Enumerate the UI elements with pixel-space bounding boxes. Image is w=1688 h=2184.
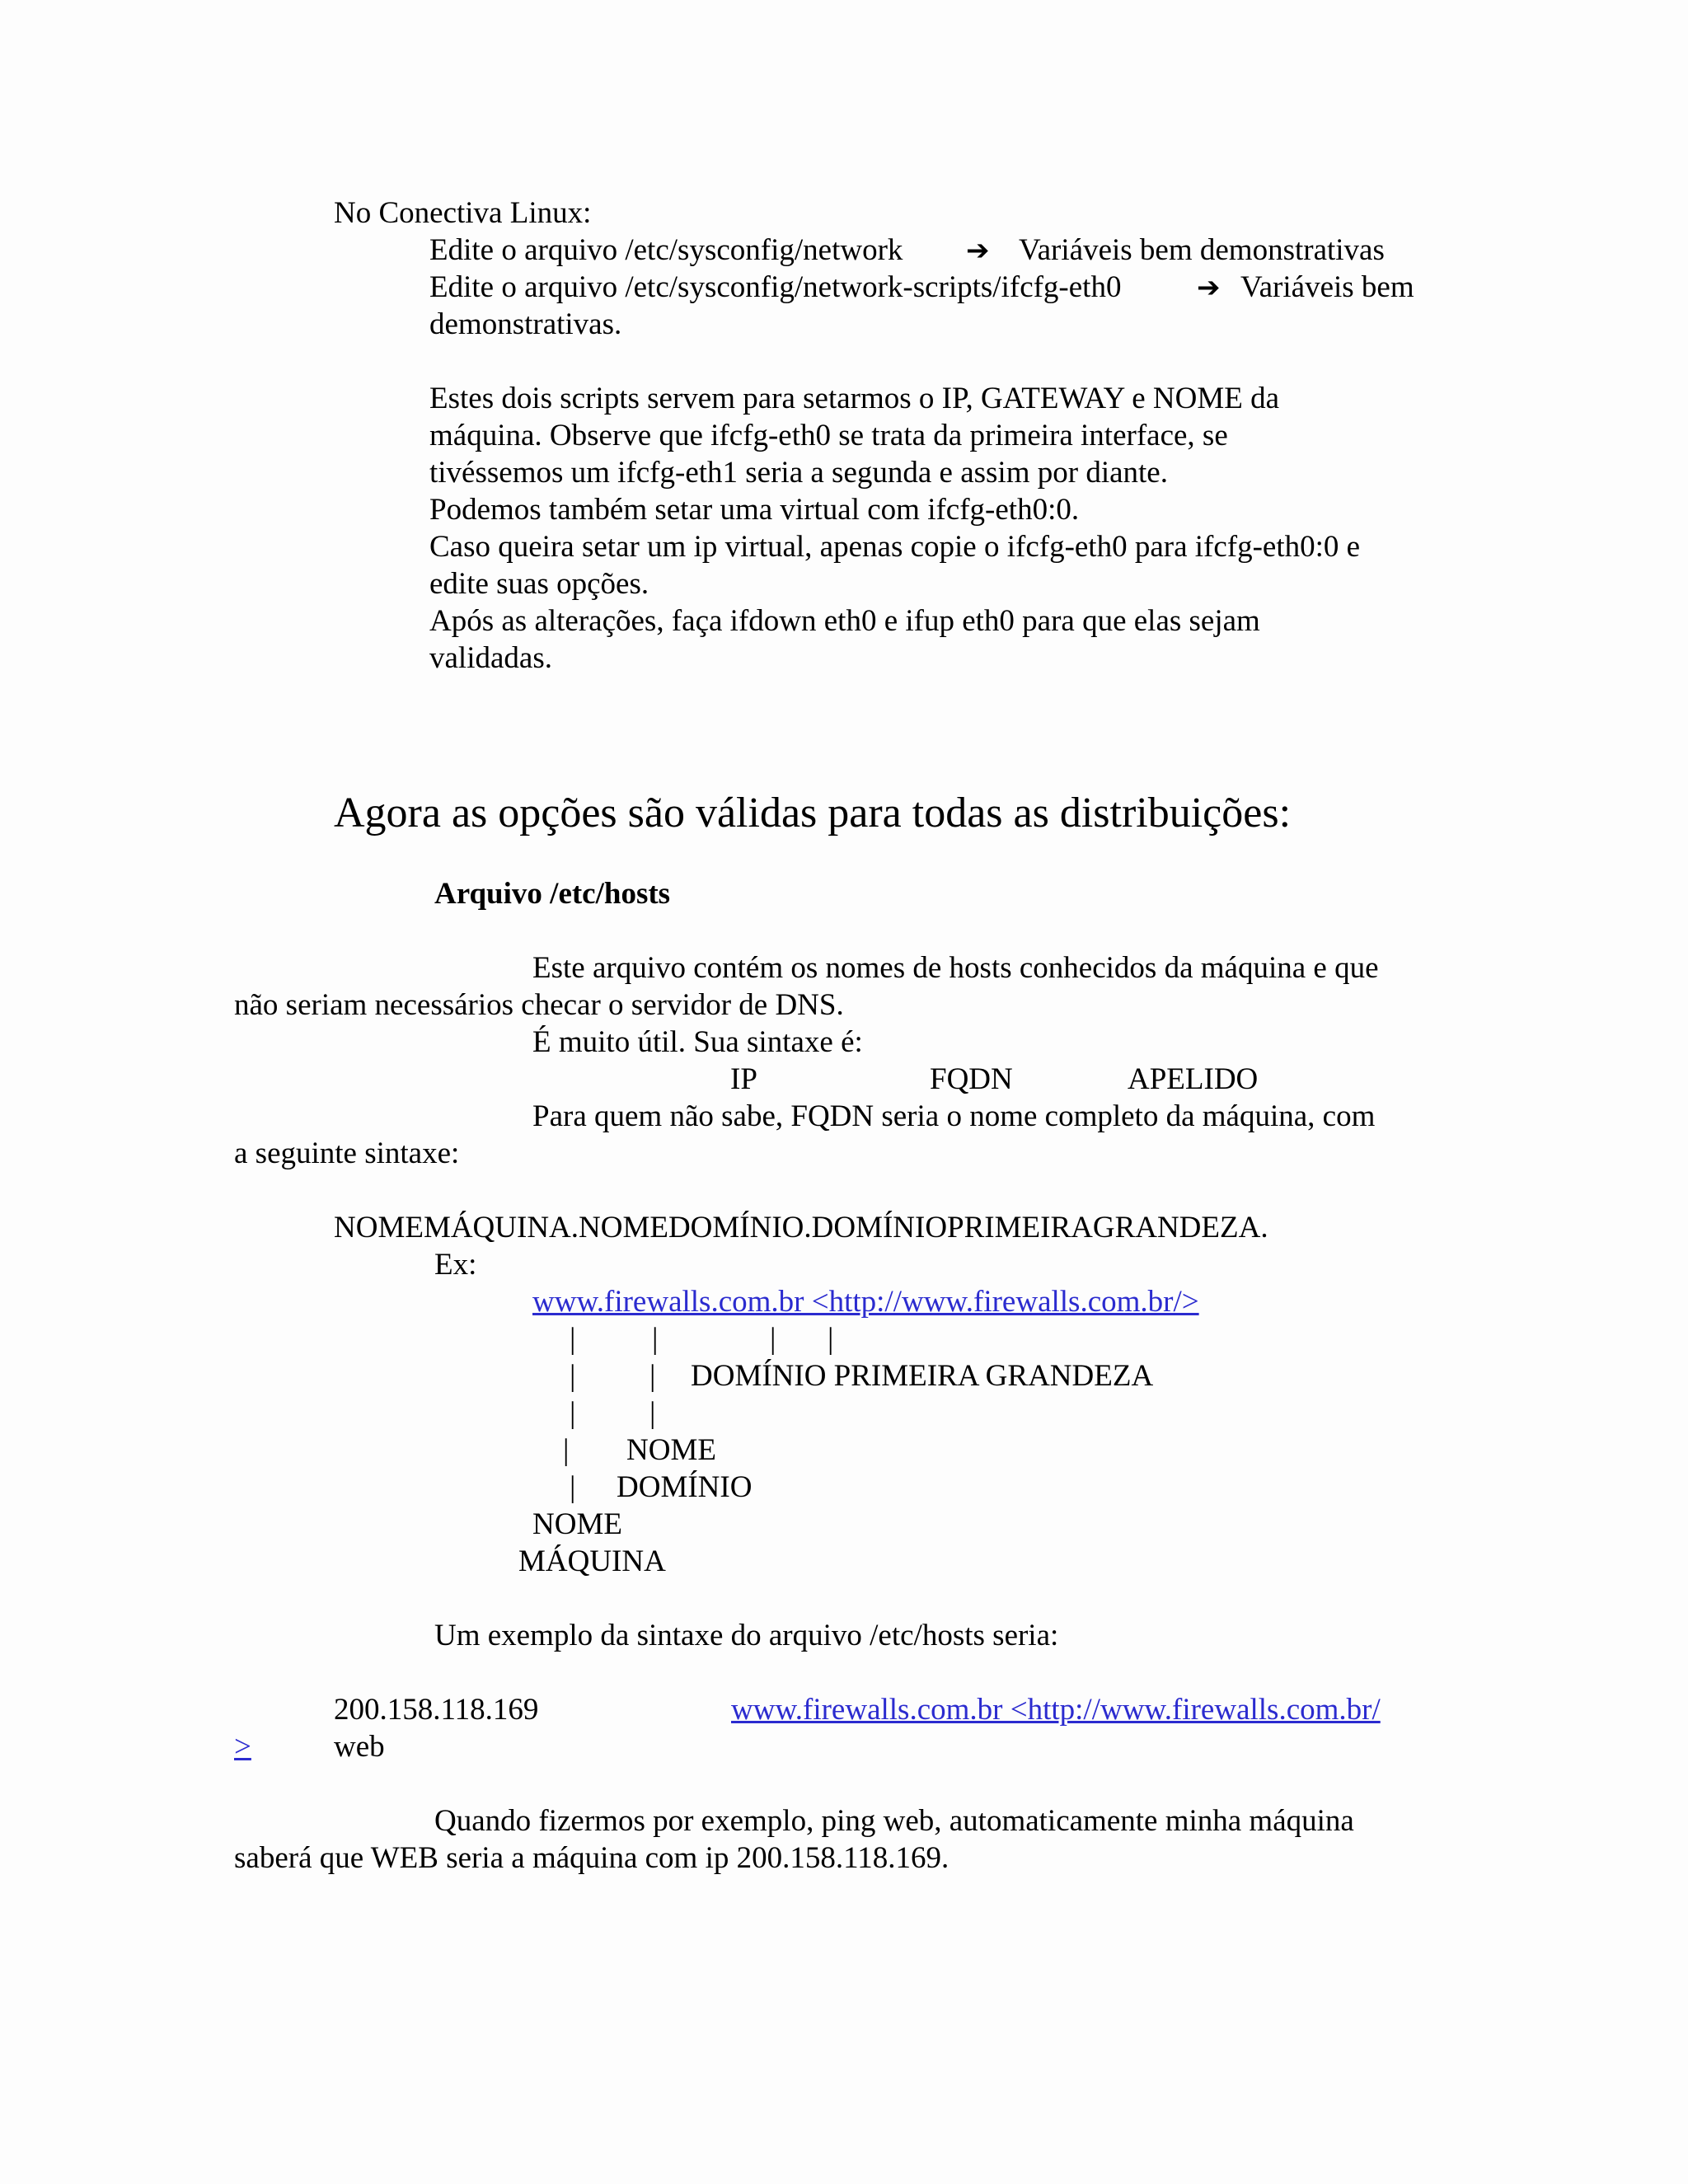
arrow-right-icon: ➔ bbox=[966, 234, 990, 267]
para-line: tivéssemos um ifcfg-eth1 seria a segunda e assim por diante. bbox=[429, 456, 1168, 490]
fqdn-format: NOMEMÁQUINA.NOMEDOMÍNIO.DOMÍNIOPRIMEIRAGRANDEZA. bbox=[334, 1211, 1268, 1244]
syntax-fqdn: FQDN bbox=[930, 1062, 1013, 1096]
conectiva-heading: No Conectiva Linux: bbox=[334, 196, 592, 230]
ifcfg-file-text: Edite o arquivo /etc/sysconfig/network-scripts/ifcfg-eth0 bbox=[429, 270, 1122, 304]
pipe: | bbox=[570, 1470, 576, 1504]
label-dominio: DOMÍNIO bbox=[617, 1470, 753, 1504]
hosts-para-line: É muito útil. Sua sintaxe é: bbox=[532, 1025, 863, 1059]
pipe: | bbox=[649, 1359, 656, 1393]
para-line: validadas. bbox=[429, 641, 552, 675]
pipe: | bbox=[828, 1322, 834, 1356]
pipe: | bbox=[563, 1433, 570, 1467]
example-hosts-link-end[interactable]: > bbox=[234, 1730, 251, 1764]
para-line: Caso queira setar um ip virtual, apenas copie o ifcfg-eth0 para ifcfg-eth0:0 e bbox=[429, 530, 1361, 564]
ifcfg-file-desc: Variáveis bem bbox=[1240, 270, 1414, 304]
para-line: máquina. Observe que ifcfg-eth0 se trata da primeira interface, se bbox=[429, 419, 1228, 452]
hosts-para-line: a seguinte sintaxe: bbox=[234, 1137, 460, 1170]
label-nome: NOME bbox=[626, 1433, 716, 1467]
example-link[interactable]: www.firewalls.com.br <http://www.firewalls.com.br/> bbox=[532, 1285, 1199, 1319]
pipe: | bbox=[649, 1396, 656, 1430]
syntax-apelido: APELIDO bbox=[1128, 1062, 1259, 1096]
para-line: Podemos também setar uma virtual com ifcfg-eth0:0. bbox=[429, 493, 1080, 527]
network-file-text: Edite o arquivo /etc/sysconfig/network bbox=[429, 233, 903, 267]
example-ip: 200.158.118.169 bbox=[334, 1693, 539, 1727]
pipe: | bbox=[570, 1359, 576, 1393]
arrow-right-icon: ➔ bbox=[1197, 271, 1221, 304]
example-label: Ex: bbox=[434, 1248, 477, 1282]
label-maquina: MÁQUINA bbox=[518, 1544, 666, 1578]
pipe: | bbox=[770, 1322, 776, 1356]
closing-line: Quando fizermos por exemplo, ping web, automaticamente minha máquina bbox=[434, 1804, 1354, 1838]
ifcfg-file-desc-cont: demonstrativas. bbox=[429, 307, 622, 341]
hosts-para-line: Este arquivo contém os nomes de hosts conhecidos da máquina e que bbox=[532, 951, 1379, 985]
pipe: | bbox=[652, 1322, 659, 1356]
network-file-desc: Variáveis bem demonstrativas bbox=[1019, 233, 1385, 267]
para-line: Após as alterações, faça ifdown eth0 e ifup eth0 para que elas sejam bbox=[429, 604, 1260, 638]
pipe: | bbox=[570, 1322, 576, 1356]
pipe: | bbox=[570, 1396, 576, 1430]
hosts-para-line: Para quem não sabe, FQDN seria o nome completo da máquina, com bbox=[532, 1099, 1376, 1133]
section-heading: Agora as opções são válidas para todas as distribuições: bbox=[334, 790, 1292, 837]
closing-line: saberá que WEB seria a máquina com ip 200.158.118.169. bbox=[234, 1841, 950, 1875]
example-alias: web bbox=[334, 1730, 385, 1764]
para-line: edite suas opções. bbox=[429, 567, 649, 601]
label-dominio-primeira-grandeza: DOMÍNIO PRIMEIRA GRANDEZA bbox=[691, 1359, 1154, 1393]
label-nome: NOME bbox=[532, 1507, 622, 1541]
example-intro: Um exemplo da sintaxe do arquivo /etc/hosts seria: bbox=[434, 1619, 1059, 1652]
para-line: Estes dois scripts servem para setarmos o IP, GATEWAY e NOME da bbox=[429, 382, 1280, 415]
network-file-line bbox=[429, 232, 903, 269]
example-hosts-link[interactable]: www.firewalls.com.br <http://www.firewalls.com.br/ bbox=[731, 1693, 1381, 1727]
hosts-title: Arquivo /etc/hosts bbox=[434, 877, 671, 911]
hosts-para-line: não seriam necessários checar o servidor de DNS. bbox=[234, 988, 844, 1022]
syntax-ip: IP bbox=[730, 1062, 757, 1096]
